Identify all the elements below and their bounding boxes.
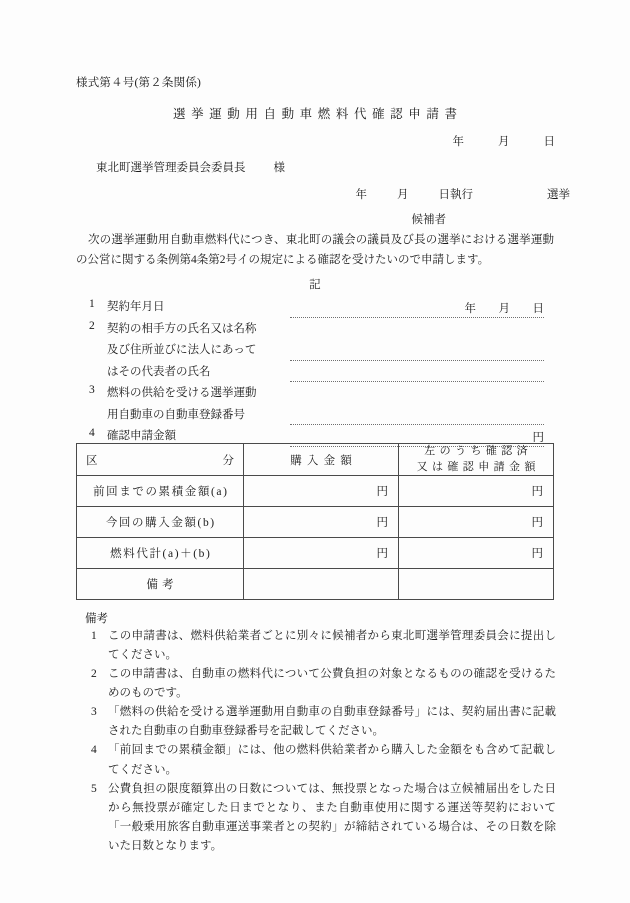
note-text: 「前回までの累積金額」には、他の燃料供給業者から購入した金額をも含めて記載してください。: [108, 744, 556, 776]
note-number: 4: [91, 744, 97, 757]
row-label: 備考: [146, 579, 178, 592]
note-number: 3: [91, 706, 97, 719]
table-row: [77, 476, 554, 507]
row-label-cell: [77, 476, 244, 507]
row-purchase-unit: 円: [376, 486, 388, 499]
entry-date-units: [465, 300, 545, 316]
row-purchase-unit: 円: [376, 548, 388, 561]
row-label-cell: [77, 538, 244, 569]
entry-row: [76, 341, 554, 363]
row-confirmed-cell[interactable]: [399, 476, 554, 507]
entry-leader-line: [290, 424, 544, 425]
note-text: 「燃料の供給を受ける選挙運動用自動車の自動車登録番号」には、契約届出書に記載された自動車の自動車登録番号を記載してください。: [108, 706, 556, 738]
entry-row: [76, 406, 554, 428]
note-number: 2: [91, 668, 97, 681]
entry-row: [76, 384, 554, 406]
form-number: 様式第４号(第２条関係): [76, 77, 202, 89]
exec-month-label: 月: [397, 189, 409, 201]
entry-unit-day: 日: [532, 302, 544, 315]
memo-purchase-cell[interactable]: [244, 569, 399, 600]
note-text: この申請書は、自動車の燃料代について公費負担の対象となるものの確認を受けるためのものです。: [108, 668, 556, 700]
notes-section: [76, 610, 556, 856]
entry-number: 2: [89, 319, 95, 332]
entry-number: 4: [89, 427, 95, 439]
entry-label: 及び住所並びに法人にあって: [107, 344, 257, 356]
entry-unit-year: 年: [464, 302, 476, 315]
entry-number: 3: [89, 384, 95, 396]
exec-election-label: 選挙: [547, 189, 570, 201]
row-purchase-cell[interactable]: [244, 476, 399, 507]
entry-leader-line: [290, 381, 544, 382]
entry-row: [76, 320, 554, 342]
row-label: 前回までの累積金額(a): [93, 486, 229, 499]
header-confirmed-label: [399, 444, 553, 475]
memo-confirmed-cell[interactable]: [399, 569, 554, 600]
date-day-label: 日: [543, 136, 555, 148]
row-confirmed-cell[interactable]: [399, 538, 554, 569]
entry-unit-month: 月: [498, 302, 510, 315]
date-month-label: 月: [498, 136, 510, 148]
body-paragraph: 次の選挙運動用自動車燃料代につき、東北町の議会の議員及び長の選挙における選挙運動の公営に関する条例第4条第2号イの規定による確認を受けたいので申請します。: [76, 234, 554, 266]
header-category-right: 分: [222, 454, 234, 467]
row-label-cell: [77, 569, 244, 600]
table-memo-row: [77, 569, 554, 600]
note-number: 1: [91, 630, 97, 642]
entry-number: 1: [89, 298, 95, 310]
ki-marker: 記: [309, 279, 321, 291]
date-year-label: 年: [452, 136, 464, 148]
entry-label: はその代表者の氏名: [107, 365, 211, 378]
note-text: 公費負担の限度額算出の日数については、無投票となった場合は立候補届出をした日から無投票が確定した日までとなり、また自動車使用に関する運送等契約において「一般乗用旅客自動車運送事業者との契約」が締結されている場合は、その日数を除いた日数となります。: [108, 782, 556, 852]
header-confirmed-line1: 左のうち確認済: [424, 445, 533, 457]
amount-table: [76, 443, 554, 600]
entry-unit-yen: 円: [532, 431, 544, 444]
header-purchase-label: 購入金額: [290, 454, 357, 467]
note-item: [76, 780, 556, 856]
entry-leader-line: [290, 317, 544, 318]
row-label: 今回の購入金額(b): [105, 517, 216, 530]
exec-day-label: 日執行: [438, 189, 473, 201]
notes-title: 備考: [85, 613, 108, 625]
header-confirmed-line2: 又は確認申請金額: [416, 460, 540, 473]
note-item: [76, 703, 556, 741]
row-confirmed-unit: 円: [531, 517, 543, 530]
row-purchase-cell[interactable]: [244, 507, 399, 538]
entry-label: 契約の相手方の氏名又は名称: [107, 322, 257, 335]
entry-label: 用自動車の自動車登録番号: [107, 408, 245, 421]
entry-leader-line: [290, 360, 544, 361]
table-header-purchase-amount: [244, 444, 399, 476]
table-header-confirmed-amount: [399, 444, 554, 476]
addressee-line: [96, 159, 285, 175]
header-category-left: 区: [86, 454, 98, 467]
row-purchase-unit: 円: [376, 517, 388, 530]
row-confirmed-unit: 円: [531, 486, 543, 499]
row-purchase-cell[interactable]: [244, 538, 399, 569]
date-blank-line: [0, 133, 555, 149]
table-header-category: [77, 444, 244, 476]
entry-label: 契約年月日: [107, 301, 165, 313]
addressee-honorific: 様: [273, 162, 285, 174]
entry-label: 確認申請金額: [107, 430, 176, 442]
entry-list: [76, 298, 554, 449]
page-title: 選挙運動用自動車燃料代確認申請書: [172, 107, 463, 121]
note-number: 5: [91, 782, 97, 795]
table-row: [77, 507, 554, 538]
table-row: [77, 538, 554, 569]
table-header-row: [77, 444, 554, 476]
row-label: 燃料代計(a)＋(b): [110, 548, 212, 561]
row-confirmed-unit: 円: [531, 548, 543, 561]
candidate-label: 候補者: [411, 214, 446, 226]
note-item: [76, 627, 556, 665]
entry-row: [76, 298, 554, 320]
row-label-cell: [77, 507, 244, 538]
row-confirmed-cell[interactable]: [399, 507, 554, 538]
note-item: [76, 741, 556, 779]
entry-label: 燃料の供給を受ける選挙運動: [107, 387, 257, 399]
note-text: この申請書は、燃料供給業者ごとに別々に候補者から東北町選挙管理委員会に提出してください。: [108, 630, 556, 662]
addressee-name: 東北町選挙管理委員会委員長: [96, 162, 246, 174]
exec-year-label: 年: [355, 189, 367, 201]
election-execution-line: [0, 186, 570, 202]
entry-row: [76, 363, 554, 385]
note-item: [76, 665, 556, 703]
